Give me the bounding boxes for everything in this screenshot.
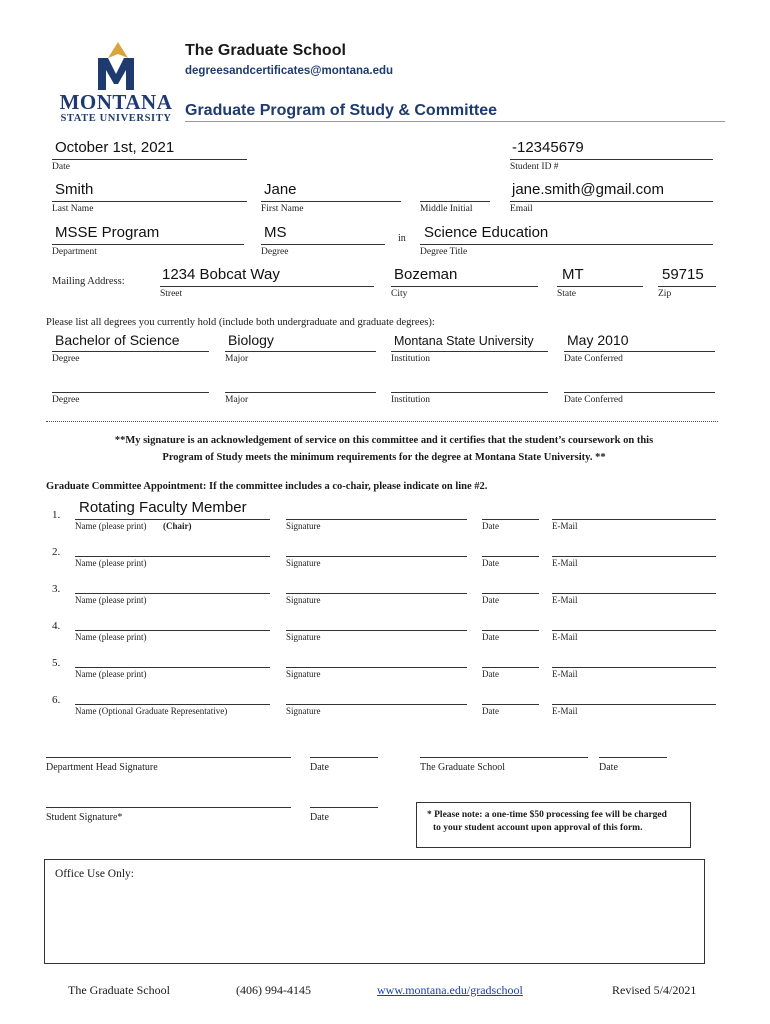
committee-email-line [552,593,716,594]
committee-signature-line [286,593,467,594]
committee-date-line [482,556,539,557]
committee-row-number: 6. [52,694,61,706]
street-value[interactable]: 1234 Bobcat Way [162,266,280,283]
committee-row-number: 4. [52,620,61,632]
committee-name-line [75,667,270,668]
section-divider [46,421,718,422]
city-label: City [391,289,408,299]
degree2-institution-label: Institution [391,395,431,405]
degree2-date-label: Date Conferred [564,395,623,405]
acknowledgement-line2: Program of Study meets the minimum requirements for the degree at Montana State University. ** [162,452,606,463]
date-label: Date [52,162,70,172]
degree2-date-line [564,392,715,393]
degree-value[interactable]: MS [264,224,287,241]
committee-signature-label: Signature [286,632,321,642]
committee-row-number: 3. [52,583,61,595]
committee-date-label: Date [482,558,499,568]
degree-title-line [420,244,713,245]
committee-email-label: E-Mail [552,595,578,605]
committee-signature-label: Signature [286,558,321,568]
student-date-label: Date [310,812,329,823]
committee-row-number: 5. [52,657,61,669]
committee-date-label: Date [482,595,499,605]
degree1-degree-line [52,351,209,352]
committee-signature-line [286,704,467,705]
dept-head-signature-label: Department Head Signature [46,762,158,773]
committee-name-label: Name (please print) [75,558,147,568]
dept-head-date-line [310,757,378,758]
office-use-label: Office Use Only: [55,868,134,880]
degree-label: Degree [261,247,289,257]
degree-line [261,244,385,245]
committee-signature-line [286,630,467,631]
processing-fee-note-line1: * Please note: a one-time $50 processing fee will be charged [427,810,667,820]
degree1-date-line [564,351,715,352]
committee-email-line [552,556,716,557]
degree2-major-label: Major [225,395,249,405]
email-line [510,201,713,202]
committee-date-label: Date [482,669,499,679]
office-use-box[interactable] [44,859,705,964]
degree1-major-value[interactable]: Biology [228,332,274,348]
zip-label: Zip [658,289,672,299]
committee-date-line [482,519,539,520]
zip-value[interactable]: 59715 [662,266,704,283]
acknowledgement-line1: **My signature is an acknowledgement of service on this committee and it certifies that the student’s coursework on this [114,435,654,446]
school-email[interactable]: degreesandcertificates@montana.edu [185,65,394,77]
committee-row-number: 1. [52,509,61,521]
committee-email-label: E-Mail [552,632,578,642]
email-label: Email [510,204,533,214]
middle-initial-label: Middle Initial [420,204,473,214]
committee-email-line [552,630,716,631]
committee-name-line [75,556,270,557]
committee-date-label: Date [482,521,499,531]
student-id-value[interactable]: -12345679 [512,139,584,156]
committee-name-label: Name (Optional Graduate Representative) [75,706,228,716]
committee-name-label: Name (please print) [75,632,147,642]
msu-logo [58,40,174,124]
committee-heading: Graduate Committee Appointment: If the committee includes a co-chair, please indicate on line #2. [46,481,488,492]
last-name-label: Last Name [52,204,94,214]
committee-email-label: E-Mail [552,669,578,679]
first-name-line [261,201,401,202]
degree2-institution-line [391,392,548,393]
in-text: in [398,233,406,244]
logo-line-montana: MONTANA [59,90,173,114]
committee-email-label: E-Mail [552,706,578,716]
committee-name-label: Name (please print) [75,669,147,679]
committee-name-value[interactable]: Rotating Faculty Member [79,499,247,516]
committee-email-line [552,667,716,668]
committee-signature-label: Signature [286,669,321,679]
zip-line [658,286,716,287]
chair-label: (Chair) [163,521,192,531]
student-signature-line [46,807,291,808]
grad-school-date-label: Date [599,762,618,773]
footer-phone: (406) 994-4145 [236,983,311,997]
school-name: The Graduate School [185,42,346,59]
email-value[interactable]: jane.smith@gmail.com [512,181,664,198]
committee-name-label: Name (please print) [75,521,147,531]
degree-title-value[interactable]: Science Education [424,224,549,241]
logo-line-state-university: STATE UNIVERSITY [60,113,172,124]
processing-fee-note [416,802,691,848]
grad-school-signature-line [420,757,588,758]
committee-date-line [482,593,539,594]
degree1-major-line [225,351,376,352]
committee-signature-label: Signature [286,706,321,716]
committee-date-line [482,704,539,705]
footer-school: The Graduate School [68,983,170,997]
dept-head-signature-line [46,757,291,758]
degree1-institution-line [391,351,548,352]
street-line [160,286,374,287]
committee-signature-label: Signature [286,521,321,531]
student-signature-label: Student Signature* [46,812,123,823]
state-label: State [557,289,576,299]
date-line [52,159,247,160]
department-value[interactable]: MSSE Program [55,224,160,241]
committee-signature-label: Signature [286,595,321,605]
department-line [52,244,244,245]
committee-row-number: 2. [52,546,61,558]
committee-date-label: Date [482,706,499,716]
degree1-institution-value[interactable]: Montana State University [394,334,534,348]
bobcat-m-icon [58,40,174,94]
committee-name-line [75,704,270,705]
degree1-degree-label: Degree [52,354,80,364]
committee-name-line [75,519,270,520]
city-value[interactable]: Bozeman [394,266,458,283]
committee-email-line [552,704,716,705]
committee-signature-line [286,519,467,520]
last-name-line [52,201,247,202]
mailing-address-label: Mailing Address: [52,276,125,287]
degree1-major-label: Major [225,354,249,364]
footer-revised: Revised 5/4/2021 [612,983,697,997]
degree1-institution-label: Institution [391,354,431,364]
first-name-value[interactable]: Jane [264,181,297,198]
grad-school-date-line [599,757,667,758]
form-title: Graduate Program of Study & Committee [185,102,498,119]
footer-url[interactable]: www.montana.edu/gradschool [377,983,523,997]
dept-head-date-label: Date [310,762,329,773]
student-id-line [510,159,713,160]
state-value[interactable]: MT [562,266,584,283]
committee-signature-line [286,556,467,557]
city-line [391,286,538,287]
processing-fee-note-line2: to your student account upon approval of this form. [433,823,643,833]
state-line [557,286,643,287]
committee-date-label: Date [482,632,499,642]
degree1-date-value[interactable]: May 2010 [567,332,629,348]
degrees-intro: Please list all degrees you currently hold (include both undergraduate and graduate degrees): [46,317,435,328]
committee-name-label: Name (please print) [75,595,147,605]
committee-date-line [482,630,539,631]
middle-initial-line [420,201,490,202]
first-name-label: First Name [261,204,304,214]
degree1-degree-value[interactable]: Bachelor of Science [55,332,180,348]
grad-school-signature-label: The Graduate School [420,762,505,773]
committee-email-line [552,519,716,520]
committee-email-label: E-Mail [552,558,578,568]
committee-name-line [75,630,270,631]
last-name-value[interactable]: Smith [55,181,94,198]
student-id-label: Student ID # [510,162,559,172]
degree2-degree-label: Degree [52,395,80,405]
degree-title-label: Degree Title [420,247,468,257]
committee-email-label: E-Mail [552,521,578,531]
degree1-date-label: Date Conferred [564,354,623,364]
committee-signature-line [286,667,467,668]
date-value[interactable]: October 1st, 2021 [55,139,175,156]
title-underline [185,121,725,122]
degree2-major-line [225,392,376,393]
degree2-degree-line [52,392,209,393]
student-date-line [310,807,378,808]
committee-name-line [75,593,270,594]
street-label: Street [160,289,183,299]
department-label: Department [52,247,97,257]
committee-date-line [482,667,539,668]
